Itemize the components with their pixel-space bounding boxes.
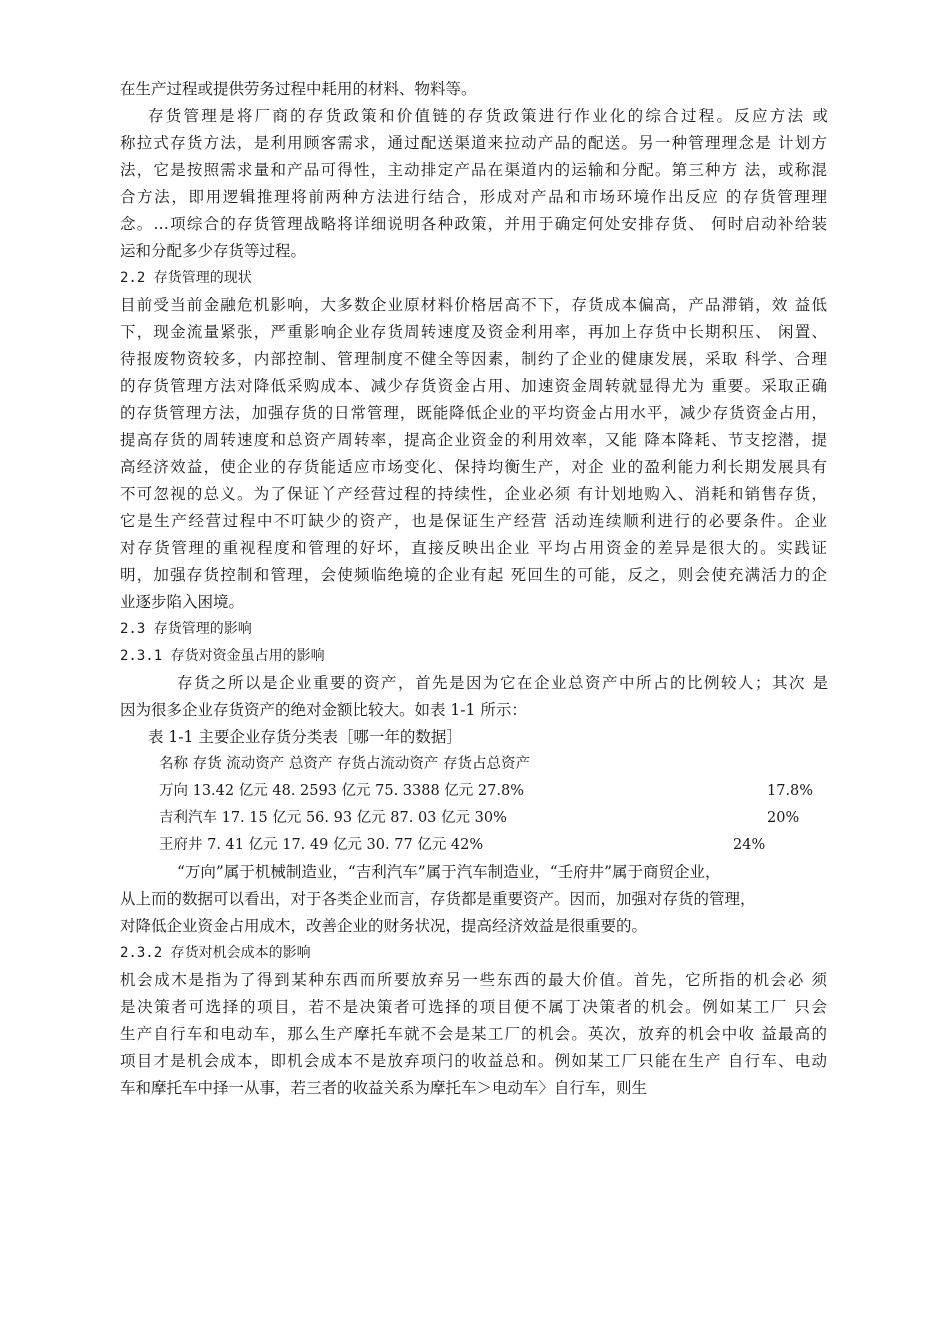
paragraph-line: 的存货管理方法对降低采购成本、减少存货资金占用、加速资金周转就显得尤为 重要。采取正确 <box>120 377 827 395</box>
paragraph-line: 从上而的数据可以看出，对于各类企业而言，存货都是重要资产。因而，加强对存货的管理， <box>120 890 756 908</box>
paragraph-line: 高经济效益，使企业的存货能适应市场变化、保持均衡生产，对企 业的盈利能力利长期发展具有 <box>120 458 827 476</box>
subsection-heading: 2.3.2 存货对机会成本的影响 <box>120 945 311 961</box>
paragraph-line: 合方法，即用逻辑推理将前两种方法进行结合，形成对产品和市场环境作出反应 的存货管理理 <box>120 188 827 206</box>
paragraph-line: 项目才是机会成本，即机会成本不是放弃项闩的收益总和。例如某工厂只能在生产 自行车、电动 <box>120 1052 827 1070</box>
table-cell: 17.8% <box>767 783 814 799</box>
paragraph-line: 法，它是按照需求量和产品可得性，主动排定产品在渠道内的运输和分配。第三种方 法，或称混 <box>120 161 827 179</box>
paragraph-line: 念。…项综合的存货管理战略将详细说明各种政策，并用于确定何处安排存货、 何时启动补给装 <box>120 215 827 233</box>
paragraph-line: 在生产过程或提供劳务过程中耗用的材料、物料等。 <box>120 80 477 98</box>
paragraph-line: 运和分配多少存货等过程。 <box>120 242 307 260</box>
paragraph-line: 对存货管理的重视程度和管理的好坏，直接反映出企业 平均占用资金的差异是很大的。实践证 <box>120 539 827 557</box>
table-row: 万向 13.42 亿元 48. 2593 亿元 75. 3388 亿元 27.8% <box>159 783 524 799</box>
paragraph-line: 存货之所以是企业重要的资产，首先是因为它在企业总资产中所占的比例较人；其次 是 <box>177 674 828 692</box>
section-heading: 2.3 存货管理的影响 <box>120 621 252 637</box>
paragraph-line: 它是生产经营过程中不叮缺少的资产，也是保证生产经营 活动连续顺利进行的必要条件。企业 <box>120 512 827 530</box>
subsection-heading: 2.3.1 存货对资金虽占用的影响 <box>120 648 325 664</box>
paragraph-line: 是决策者可选择的项目，若不是决策者可选择的项目便不属丁决策者的机会。例如某工厂 只会 <box>120 998 827 1016</box>
paragraph-line: “万向”属于机械制造业，“吉利汽车”属于汽车制造业，“壬府井”属于商贸企业， <box>177 863 721 881</box>
table-header: 名称 存货 流动资产 总资产 存货占流动资产 存货占总资产 <box>159 756 531 772</box>
paragraph-line: 生产自行车和电动车，那么生产摩托车就不会是某工厂的机会。英次，放弃的机会中收 益最高的 <box>120 1025 827 1043</box>
paragraph-line: 业逐步陷入困境。 <box>120 593 245 611</box>
paragraph-line: 存货管理是将厂商的存货政策和价值链的存货政策进行作业化的综合过程。反应方法 或 <box>148 107 828 125</box>
paragraph-line: 称拉式存货方法，是利用顾客需求，通过配送渠道来拉动产品的配送。另一种管理理念是 计划方 <box>120 134 827 152</box>
table-cell: 24% <box>733 837 766 853</box>
table-caption: 表 1-1 主要企业存货分类表［哪一年的数据］ <box>148 728 462 746</box>
paragraph-line: 对降低企业资金占用成木，改善企业的财务状况，提高经济效益是很重要的。 <box>120 917 648 935</box>
paragraph-line: 目前受当前金融危机影响，大多数企业原材料价格居高不下，存货成本偏高，产品滞销，效 益低 <box>120 296 827 314</box>
table-cell: 20% <box>767 810 800 826</box>
table-row: 王府井 7. 41 亿元 17. 49 亿元 30. 77 亿元 42% <box>159 837 484 853</box>
paragraph-line: 的存货管理方法，加强存货的日常管理，既能降低企业的平均资金占用水平，减少存货资金占用， <box>120 404 827 422</box>
paragraph-line: 因为很多企业存货资产的绝对金额比较大。如表 1-1 所示： <box>120 701 527 719</box>
paragraph-line: 机会成木是指为了得到某种东西而所要放弃另一些东西的最大价值。首先，它所指的机会必 须 <box>120 971 827 989</box>
paragraph-line: 明，加强存货控制和管理，会使频临绝境的企业有起 死回生的可能，反之，则会使充满活力的企 <box>120 566 827 584</box>
paragraph-line: 待报废物资较多，内部控制、管理制度不健全等因素，制约了企业的健康发展，采取 科学、合理 <box>120 350 827 368</box>
table-row: 吉利汽车 17. 15 亿元 56. 93 亿元 87. 03 亿元 30% <box>159 810 507 826</box>
section-heading: 2.2 存货管理的现状 <box>120 270 252 286</box>
paragraph-line: 下，现金流量紧张，严重影响企业存货周转速度及资金利用率，再加上存货中长期积压、 闲置、 <box>120 323 827 341</box>
paragraph-line: 不可忽视的总义。为了保证丫产经营过程的持续性，企业必须 有计划地购入、消耗和销售存货， <box>120 485 827 503</box>
paragraph-line: 车和摩托车中择一从事，若三者的收益关系为摩托车＞电动车〉自行车，则生 <box>120 1079 648 1097</box>
paragraph-line: 提高存货的周转速度和总资产周转率，提高企业资金的利用效率，又能 降本降耗、节支挖潜，提 <box>120 431 827 449</box>
